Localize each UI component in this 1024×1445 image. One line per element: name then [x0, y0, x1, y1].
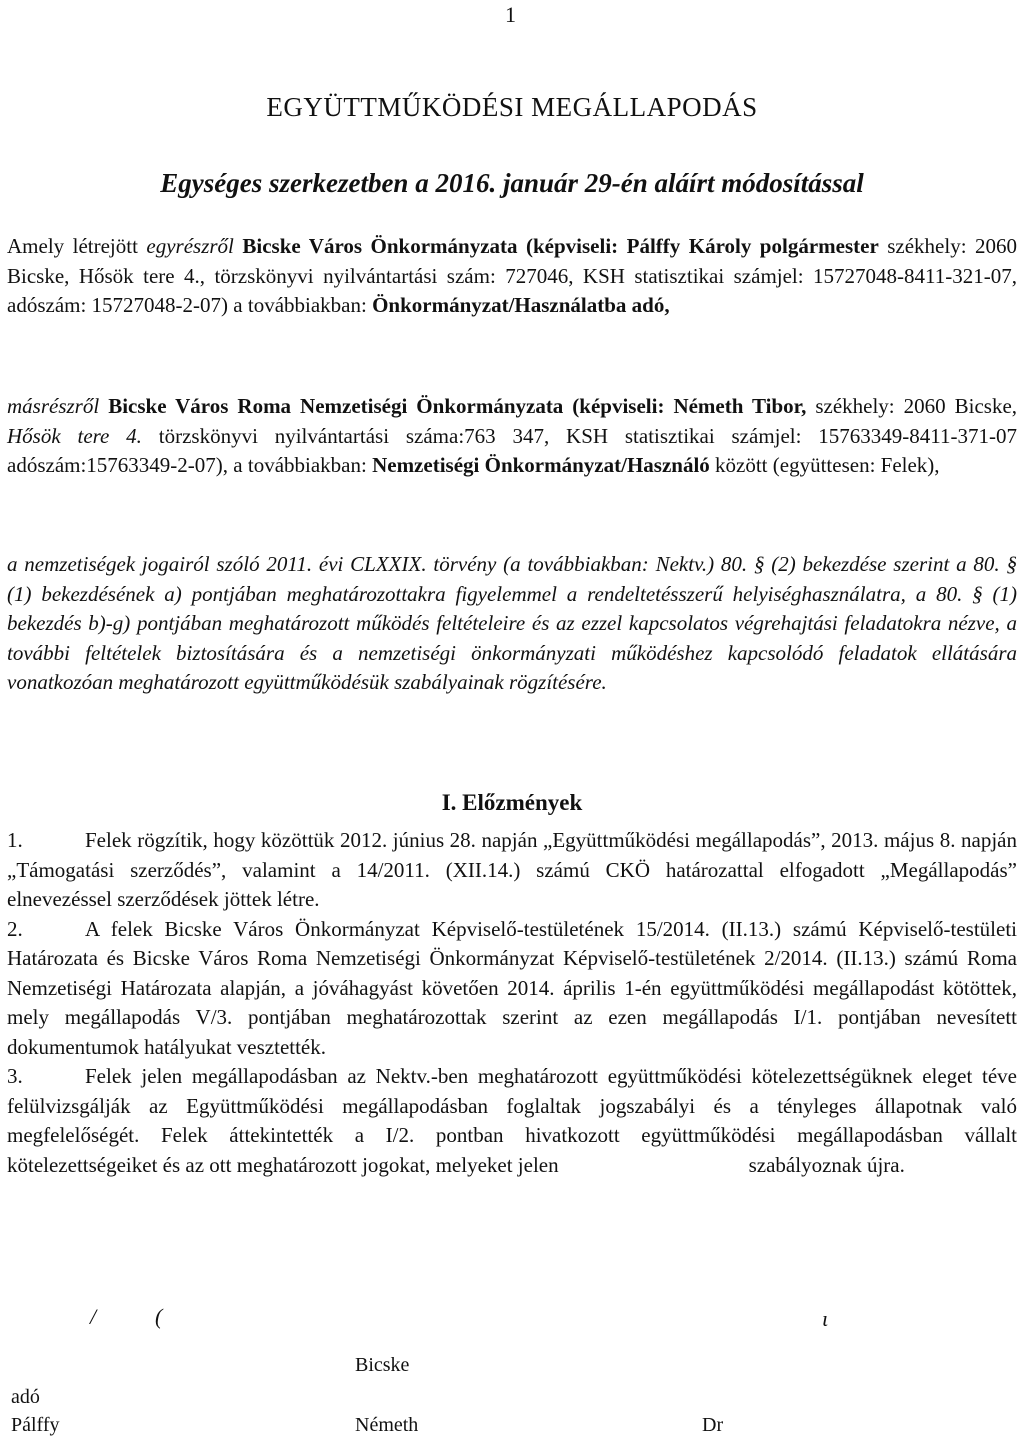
party2-address: Hősök tere 4.: [7, 423, 142, 448]
signature-mark: /: [90, 1304, 97, 1329]
signature-mark: ι: [822, 1306, 829, 1331]
party2-role: Nemzetiségi Önkormányzat/Használó: [372, 453, 710, 477]
list-item: [7, 826, 1017, 915]
party2-side: másrészről: [7, 394, 100, 418]
document-title: EGYÜTTMŰKÖDÉSI MEGÁLLAPODÁS: [266, 92, 758, 122]
signature-left-name: Pálffy: [11, 1414, 60, 1436]
signature-middle-name: Németh: [355, 1414, 419, 1436]
party1-lead: Amely létrejött: [7, 234, 138, 258]
document-subtitle: Egységes szerkezetben a 2016. január 29-én aláírt módosítással: [160, 168, 864, 198]
list-item: [7, 1062, 1017, 1180]
list-item-text: Felek jelen megállapodásban az Nektv.-ben meghatározott együttműködési kötelezettségüknek eleget téve felülvizsgálják az Együttműködési megállapodásban foglaltak jogszabályi és a tényleges állapotnak való megfelelőségét. Felek áttekintették a I/2. pontban hivatkozott együttműködési megállapodásban vállalt kötelezettségeiket és az ott meghatározott jogokat, melyeket jelen: [7, 1064, 1017, 1177]
preamble-paragraph: a nemzetiségek jogairól szóló 2011. évi CLXXIX. törvény (a továbbiakban: Nektv.) 80. § (2) bekezdése szerint a 80. § (1) bekezdésének a) pontjában meghatározottakra figyelemmel a rendeltetésszerű helyiséghasználatra, a 80. § (1) bekezdés b)-g) pontjában meghatározott működés feltételeire és az ezzel kapcsolatos végrehajtási feladatokra nézve, a további feltételek biztosítására és a nemzetiségi önkormányzati működéshez kapcsolódó feladatok ellátására vonatkozóan meghatározott együttműködésük szabályainak rögzítésére.: [7, 552, 1017, 694]
list-item-number: 2.: [7, 916, 23, 941]
list-item-text-end: szabályoznak újra.: [748, 1152, 905, 1177]
signature-mark: (: [155, 1304, 163, 1329]
party2-details-a: székhely: 2060 Bicske,: [815, 394, 1018, 418]
party2-paragraph: [7, 392, 1017, 481]
section-heading: I. Előzmények: [441, 790, 583, 815]
list-item-number: 1.: [7, 828, 23, 852]
list-item: [7, 915, 1017, 1063]
party1-name: Bicske Város Önkormányzata (képviseli: Pálffy Károly polgármester: [242, 234, 879, 258]
party2-name: Bicske Város Roma Nemzetiségi Önkormányzata (képviseli: Németh Tibor,: [108, 394, 807, 418]
party2-details-b: törzskönyvi nyilvántartási száma:763 347, KSH statisztikai számjel: 15763349-8411-371-07 adószám:15763349-2-07), a továbbiakban:: [7, 423, 1017, 477]
list-item-number: 3.: [7, 1064, 23, 1088]
list-item-text: A felek Bicske Város Önkormányzat Képviselő-testületének 15/2014. (II.13.) számú Képviselő-testületi Határozata és Bicske Város Roma Nemzetiségi Önkormányzat Képviselő-testületének 2/2014. (II.13.) számú Roma Nemzetiségi Határozata alapján, a jóváhagyást követően 2014. április 1-én együttműködési megállapodást kötöttek, mely megállapodás V/3. pontjában meghatározottak szerint az ezen megállapodás I/1. pontjában nevesített dokumentumok hatályukat vesztették.: [7, 916, 1017, 1059]
signature-left-role: adó: [11, 1386, 40, 1408]
party2-tail: között (együttesen: Felek),: [715, 453, 940, 477]
page-number: 1: [505, 2, 516, 27]
list-item-text: Felek rögzítik, hogy közöttük 2012. június 28. napján „Együttműködési megállapodás”, 2013. május 8. napján „Támogatási szerződés”, valamint a 14/2011. (XII.14.) számú CKÖ határozattal elfogadott „Megállapodás” elnevezéssel szerződések jöttek létre.: [7, 828, 1017, 911]
party1-role: Önkormányzat/Használatba adó,: [372, 293, 670, 317]
party1-paragraph: [7, 232, 1017, 321]
signature-place: Bicske: [355, 1354, 410, 1376]
signature-right-name: Dr: [702, 1414, 724, 1436]
numbered-list: [7, 826, 1017, 1180]
party1-details: székhely: 2060 Bicske, Hősök tere 4., törzskönyvi nyilvántartási szám: 727046, KSH statisztikai számjel: 15727048-8411-321-07, adószám: 15727048-2-07) a továbbiakban:: [7, 234, 1018, 317]
party1-side: egyrészről: [146, 234, 234, 258]
